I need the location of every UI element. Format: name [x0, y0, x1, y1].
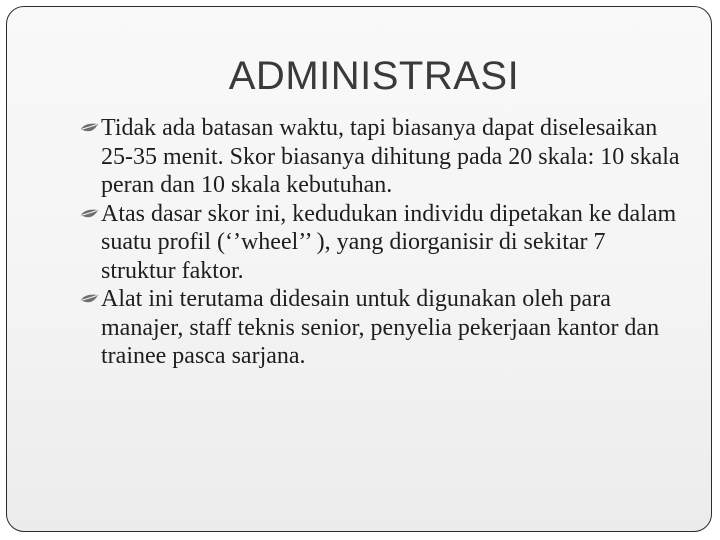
bullet-item — [80, 114, 680, 200]
leaf-bullet-icon — [80, 122, 100, 136]
bullet-text: Atas dasar skor ini, kedudukan individu dipetakan ke dalam suatu profil (‘’wheel’’ ), yang diorganisir di sekitar 7 struktur faktor. — [101, 200, 677, 284]
bullet-item — [80, 285, 680, 371]
bullet-list — [80, 114, 680, 371]
leaf-bullet-icon — [80, 208, 100, 222]
bullet-text: Tidak ada batasan waktu, tapi biasanya dapat diselesaikan 25-35 menit. Skor biasanya dihitung pada 20 skala: 10 skala peran dan 10 skala kebutuhan. — [101, 115, 680, 198]
slide-title: ADMINISTRASI — [228, 54, 520, 98]
bullet-item — [80, 200, 680, 286]
leaf-bullet-icon — [80, 293, 100, 307]
bullet-text: Alat ini terutama didesain untuk digunakan oleh para manajer, staff teknis senior, penyelia pekerjaan kantor dan trainee pasca sarjana. — [101, 286, 660, 369]
